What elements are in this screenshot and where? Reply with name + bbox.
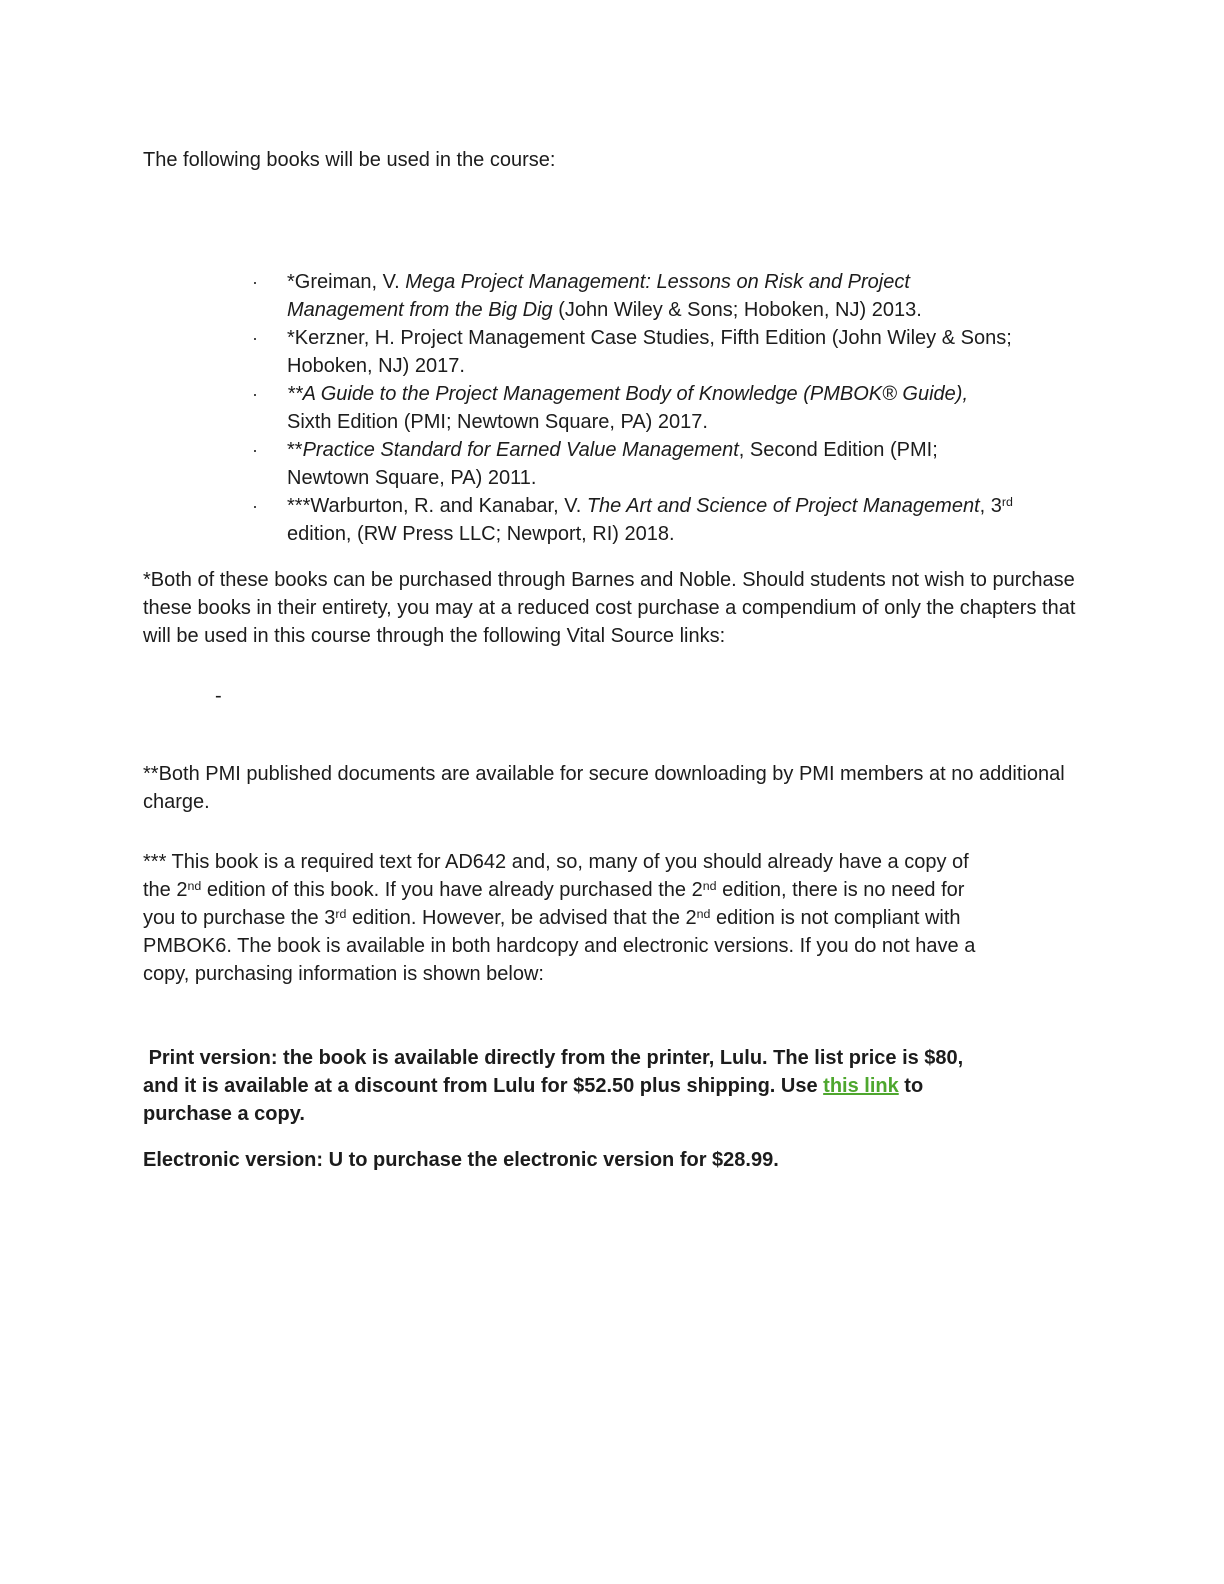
- pmi-download-paragraph: **Both PMI published documents are available for secure downloading by PMI members at no additional charge.: [143, 763, 1065, 813]
- book-list-item: [143, 268, 1081, 324]
- intro-paragraph: The following books will be used in the course:: [143, 149, 556, 171]
- bullet-marker: ·: [252, 272, 258, 292]
- book-citation-kerzner: *Kerzner, H. Project Management Case Studies, Fifth Edition (John Wiley & Sons; Hoboken, NJ) 2017.: [287, 327, 1012, 377]
- electronic-version-paragraph: Electronic version: U to purchase the electronic version for $28.99.: [143, 1149, 779, 1171]
- book-citation-pmbok: **A Guide to the Project Management Body of Knowledge (PMBOK® Guide), Sixth Edition (PMI; Newtown Square, PA) 2017.: [287, 383, 969, 433]
- book-list-item: [143, 324, 1081, 380]
- print-version-paragraph: [143, 1044, 999, 1128]
- book-list: [143, 268, 1081, 548]
- print-version-text-after: to purchase a copy.: [143, 1075, 929, 1125]
- bullet-marker: ·: [252, 328, 258, 348]
- dash-sub-bullet: -: [215, 685, 222, 707]
- book-list-item: [143, 436, 1081, 492]
- print-version-text-before: Print version: the book is available directly from the printer, Lulu. The list price is $80, and it is available at a discount from Lulu for $52.50 plus shipping. Use: [143, 1047, 969, 1097]
- bullet-marker: ·: [252, 384, 258, 404]
- book-citation-greiman: *Greiman, V. Mega Project Management: Lessons on Risk and Project Management from the Big Dig (John Wiley & Sons; Hoboken, NJ) 2013.: [287, 271, 922, 321]
- this-link[interactable]: this link: [823, 1075, 899, 1097]
- bullet-marker: ·: [252, 496, 258, 516]
- book-list-item: [143, 492, 1081, 548]
- bullet-marker: ·: [252, 440, 258, 460]
- book-list-item: [143, 380, 1081, 436]
- book-citation-warburton: ***Warburton, R. and Kanabar, V. The Art and Science of Project Management, 3rd edition, (RW Press LLC; Newport, RI) 2018.: [287, 495, 1013, 545]
- barnes-noble-paragraph: *Both of these books can be purchased through Barnes and Noble. Should students not wish to purchase these books in their entirety, you may at a reduced cost purchase a compendium of only the chapters that will be used in this course through the following Vital Source links:: [143, 569, 1076, 647]
- required-text-paragraph: *** This book is a required text for AD642 and, so, many of you should already have a copy of the 2nd edition of this book. If you have already purchased the 2nd edition, there is no need for you to purchase the 3rd edition. However, be advised that the 2nd edition is not compliant with PMBOK6. The book is available in both hardcopy and electronic versions. If you do not have a copy, purchasing information is shown below:: [143, 851, 976, 985]
- book-citation-evm: **Practice Standard for Earned Value Management, Second Edition (PMI; Newtown Square, PA) 2011.: [287, 439, 938, 489]
